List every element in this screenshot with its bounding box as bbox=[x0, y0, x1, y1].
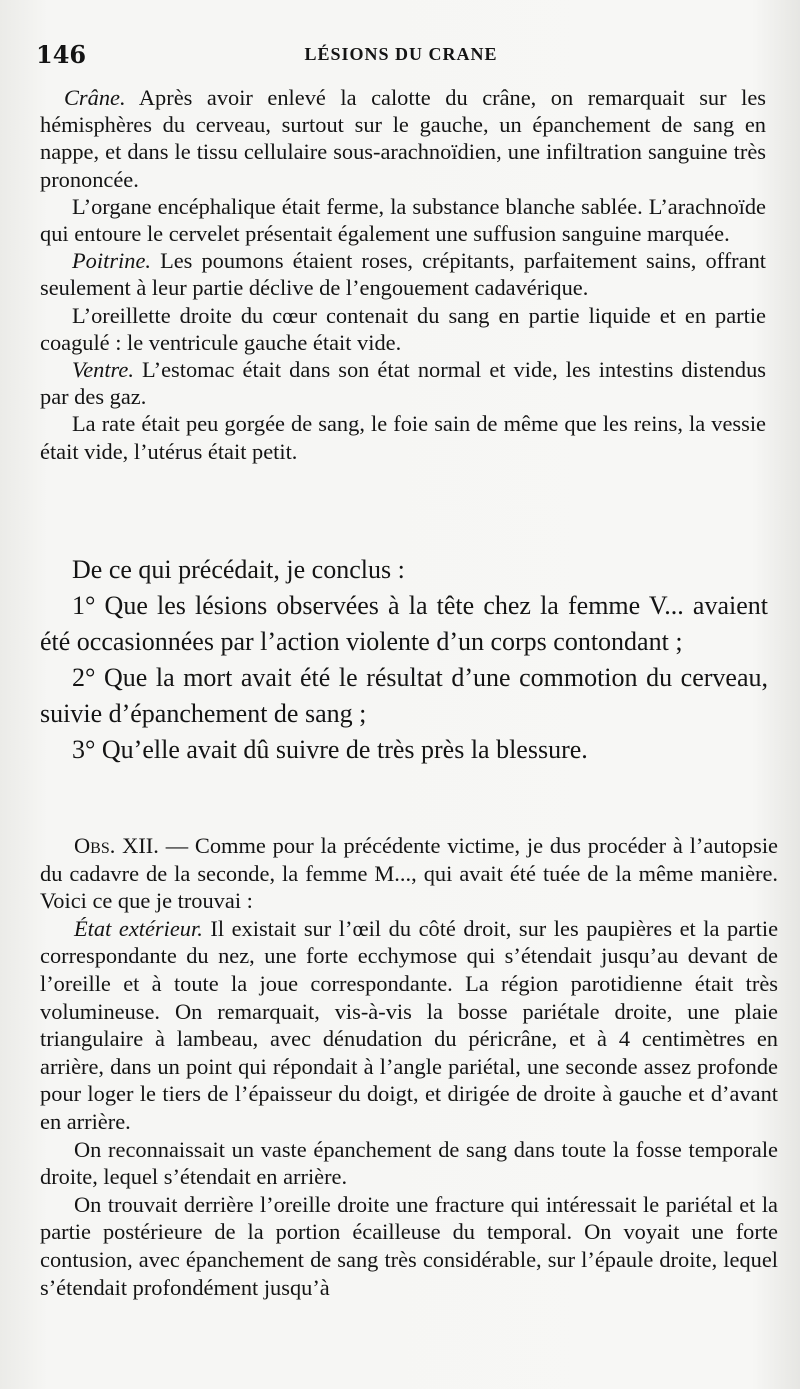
paragraph-text: Après avoir enlevé la calotte du crâne, on remarquait sur les hémisphères du cerveau, surtout sur le gauche, un épanchement de sang en nappe, et dans le tissu cellulaire sous-arachnoïdien, une infiltration sanguine très prononcée. bbox=[40, 85, 766, 192]
section-lead-exterieur: État extérieur. bbox=[74, 915, 203, 941]
paragraph-coeur bbox=[40, 302, 766, 356]
conclusion-block bbox=[40, 552, 768, 768]
observation-xii bbox=[40, 832, 778, 1301]
observation-exterior bbox=[40, 915, 778, 1136]
observation-label: Obs. XII. bbox=[74, 833, 159, 858]
section-lead-crane: Crâne. bbox=[64, 85, 126, 110]
autopsy-findings bbox=[40, 84, 766, 465]
page-header bbox=[36, 40, 766, 70]
page-number: 146 bbox=[36, 40, 87, 69]
section-lead-ventre: Ventre. bbox=[72, 357, 134, 383]
paragraph-crane bbox=[40, 84, 766, 193]
paragraph-poitrine bbox=[40, 247, 766, 301]
observation-para-2: On reconnaissait un vaste épanchement de sang dans toute la fosse temporale droite, lequel s’étendait en arrière. bbox=[40, 1136, 778, 1190]
paragraph-text: L’organe encéphalique était ferme, la substance blanche sablée. L’arachnoïde qui entoure le cervelet présentait également une suffusion sanguine marquée. bbox=[40, 193, 766, 247]
observation-para-3: On trouvait derrière l’oreille droite une fracture qui intéressait le pariétal et la partie postérieure de la portion écailleuse du temporal. On voyait une forte contusion, avec épanchement de sang très considérable, sur l’épaule droite, lequel s’étendait profondément jusqu’à bbox=[40, 1191, 778, 1300]
observation-intro bbox=[40, 832, 778, 915]
observation-intro-text: — Comme pour la précédente victime, je dus procéder à l’autopsie du cadavre de la seconde, la femme M..., qui avait été tuée de la même manière. Voici ce que je trouvai : bbox=[40, 833, 778, 914]
paragraph-ventre bbox=[40, 356, 766, 410]
conclusion-item-2: 2° Que la mort avait été le résultat d’une commotion du cerveau, suivie d’épanchement de sang ; bbox=[40, 663, 768, 728]
paragraph-text: Les poumons étaient roses, crépitants, parfaitement sains, offrant seulement à leur partie déclive de l’engouement cadavérique. bbox=[40, 248, 766, 301]
conclusion-item-1: 1° Que les lésions observées à la tête chez la femme V... avaient été occasionnées par l’action violente d’un corps contondant ; bbox=[40, 591, 768, 656]
running-title: LÉSIONS DU CRANE bbox=[304, 44, 498, 64]
paragraph-text: L’oreillette droite du cœur contenait du sang en partie liquide et en partie coagulé : le ventricule gauche était vide. bbox=[40, 302, 766, 355]
conclusion-intro: De ce qui précédait, je conclus : bbox=[72, 555, 405, 584]
section-lead-poitrine: Poitrine. bbox=[72, 248, 151, 274]
paragraph-rate bbox=[40, 410, 766, 464]
conclusion-item-3: 3° Qu’elle avait dû suivre de très près la blessure. bbox=[72, 735, 588, 764]
paragraph-text: L’estomac était dans son état normal et vide, les intestins distendus par des gaz. bbox=[40, 357, 766, 410]
observation-exterior-text: Il existait sur l’œil du côté droit, sur les paupières et la partie correspondante du nez, une forte ecchymose qui s’étendait jusqu’au devant de l’oreille et à toute la joue correspondante. La région parotidienne était très volumineuse. On remarquait, vis-à-vis la bosse pariétale droite, une plaie triangulaire à lambeau, avec dénudation du péricrâne, et à 4 centimètres en arrière, dans un point qui répondait à l’angle pariétal, une seconde assez profonde pour loger le tiers de l’épaisseur du doigt, et dirigée de droite à gauche et d’avant en arrière. bbox=[40, 915, 779, 1134]
paragraph-text: La rate était peu gorgée de sang, le foie sain de même que les reins, la vessie était vide, l’utérus était petit. bbox=[40, 411, 766, 464]
paragraph-encephale bbox=[40, 193, 766, 247]
